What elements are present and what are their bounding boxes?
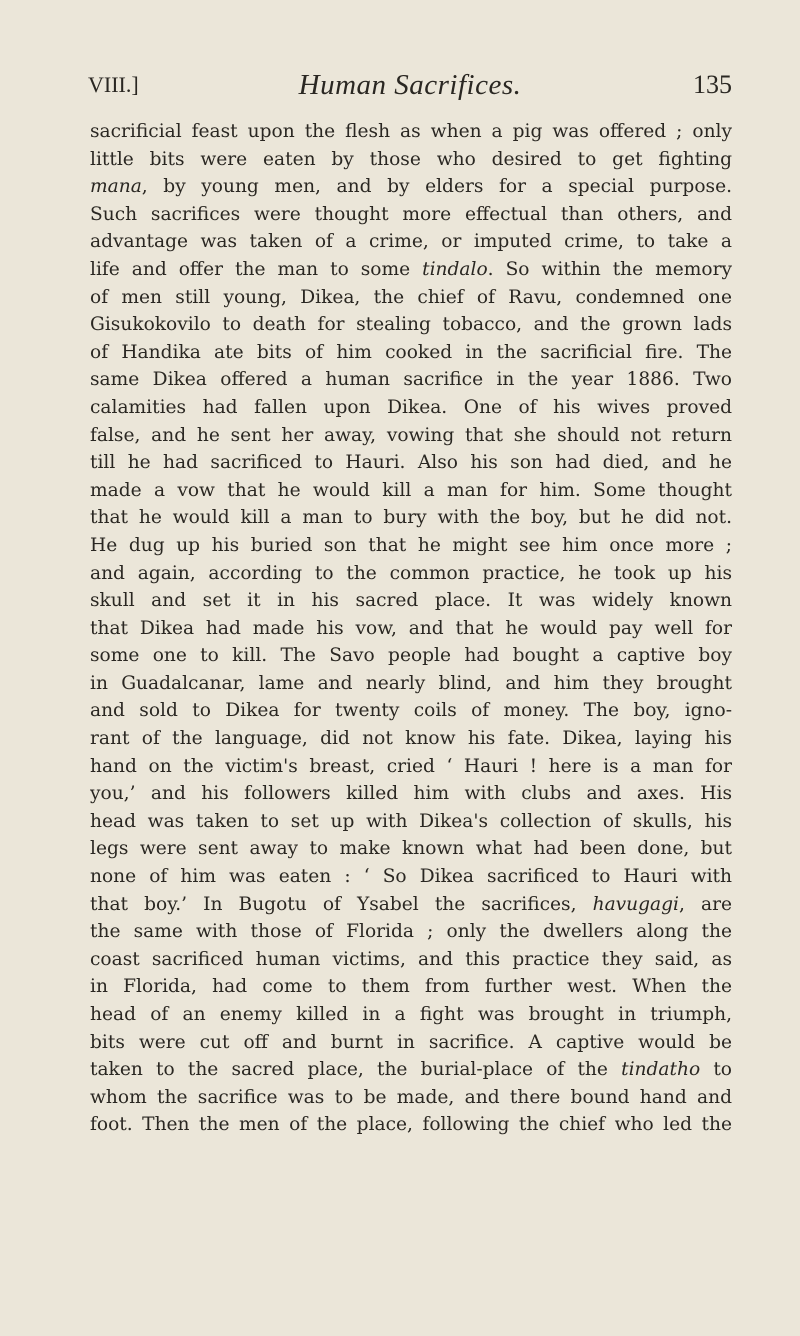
text-segment: whom the sacrifice was to be made, and there bound hand and — [90, 1086, 732, 1108]
italic-term: tindalo — [422, 258, 488, 280]
text-segment: sacrificial feast upon the flesh as when a pig was offered ; only — [90, 121, 732, 142]
text-line — [90, 946, 732, 974]
text-line — [90, 1111, 732, 1139]
text-line — [90, 780, 732, 808]
text-line — [90, 891, 732, 919]
text-segment: that he would kill a man to bury with the boy, but he did not. — [90, 507, 732, 529]
page-number: 135 — [693, 70, 732, 99]
text-line — [90, 918, 732, 946]
text-line — [90, 560, 732, 588]
text-segment: taken to the sacred place, the burial-place of the — [90, 1059, 622, 1081]
text-segment: that Dikea had made his vow, and that he would pay well for — [90, 617, 732, 639]
text-line — [90, 394, 732, 422]
text-line — [90, 449, 732, 477]
text-line — [90, 366, 732, 394]
text-line — [90, 808, 732, 836]
text-line — [90, 697, 732, 725]
running-title: Human Sacrifices. — [298, 69, 522, 101]
text-line — [90, 753, 732, 781]
text-line — [90, 863, 732, 891]
text-segment: made a vow that he would kill a man for him. Some thought — [90, 479, 732, 501]
text-segment: skull and set it in his sacred place. It was widely known — [90, 590, 732, 612]
text-line — [90, 1084, 732, 1112]
text-segment: till he had sacrificed to Hauri. Also his son had died, and he — [90, 452, 732, 474]
text-line — [90, 284, 732, 312]
text-line — [90, 615, 732, 643]
text-segment: , are — [679, 893, 732, 915]
text-line — [90, 504, 732, 532]
text-line — [90, 1029, 732, 1057]
text-segment: calamities had fallen upon Dikea. One of his wives proved — [90, 396, 732, 418]
body-text — [90, 118, 732, 1139]
text-segment: legs were sent away to make known what had been done, but — [90, 838, 732, 860]
text-line — [90, 1001, 732, 1029]
text-segment: none of him was eaten : ‘ So Dikea sacrificed to Hauri with — [90, 866, 732, 888]
text-line — [90, 477, 732, 505]
text-segment: same Dikea offered a human sacrifice in the year 1886. Two — [90, 369, 732, 391]
text-segment: foot. Then the men of the place, following the chief who led the — [90, 1114, 732, 1136]
text-line — [90, 835, 732, 863]
text-segment: Gisukokovilo to death for stealing tobacco, and the grown lads — [90, 314, 732, 336]
text-segment: hand on the victim's breast, cried ‘ Hauri ! here is a man for — [90, 755, 732, 777]
text-segment: some one to kill. The Savo people had bought a captive boy — [90, 645, 732, 667]
text-segment: of men still young, Dikea, the chief of Ravu, condemned one — [90, 286, 732, 308]
text-segment: advantage was taken of a crime, or imputed crime, to take a — [90, 231, 732, 253]
text-line — [90, 118, 732, 146]
text-line — [90, 1056, 732, 1084]
text-segment: bits were cut off and burnt in sacrifice. A captive would be — [90, 1031, 732, 1053]
text-segment: to — [700, 1059, 732, 1081]
text-segment: the same with those of Florida ; only the dwellers along the — [90, 921, 732, 943]
text-segment: little bits were eaten by those who desired to get fighting — [90, 148, 732, 170]
text-line — [90, 228, 732, 256]
text-segment: in Florida, had come to them from further west. When the — [90, 976, 732, 998]
text-segment: life and offer the man to some — [90, 258, 423, 280]
text-line — [90, 201, 732, 229]
italic-term: havugagi — [592, 893, 679, 915]
text-line — [90, 311, 732, 339]
text-segment: . So within the memory — [487, 258, 732, 280]
italic-term: mana — [90, 176, 142, 198]
text-segment: that boy.’ In Bugotu of Ysabel the sacrifices, — [90, 893, 593, 915]
text-line — [90, 670, 732, 698]
text-line — [90, 973, 732, 1001]
text-line — [90, 256, 732, 284]
text-segment: in Guadalcanar, lame and nearly blind, and him they brought — [90, 672, 732, 694]
text-line — [90, 532, 732, 560]
text-segment: and sold to Dikea for twenty coils of money. The boy, igno- — [90, 700, 732, 722]
text-segment: you,’ and his followers killed him with clubs and axes. His — [90, 783, 732, 805]
text-line — [90, 642, 732, 670]
text-segment: and again, according to the common practice, he took up his — [90, 562, 732, 584]
text-line — [90, 339, 732, 367]
text-line — [90, 146, 732, 174]
text-segment: rant of the language, did not know his fate. Dikea, laying his — [90, 728, 732, 750]
text-segment: coast sacrificed human victims, and this practice they said, as — [90, 948, 732, 970]
chapter-number: VIII.] — [88, 72, 139, 97]
text-segment: He dug up his buried son that he might see him once more ; — [90, 534, 732, 556]
running-head — [88, 68, 732, 102]
text-line — [90, 587, 732, 615]
text-segment: false, and he sent her away, vowing that she should not return — [90, 424, 732, 446]
text-line — [90, 725, 732, 753]
text-segment: head of an enemy killed in a fight was brought in triumph, — [90, 1004, 732, 1025]
text-line — [90, 422, 732, 450]
text-segment: head was taken to set up with Dikea's collection of skulls, his — [90, 810, 732, 832]
text-line — [90, 173, 732, 201]
italic-term: tindatho — [621, 1059, 701, 1081]
text-segment: , by young men, and by elders for a special purpose. — [141, 176, 732, 198]
text-segment: of Handika ate bits of him cooked in the sacrificial fire. The — [90, 341, 732, 363]
text-segment: Such sacrifices were thought more effectual than others, and — [90, 203, 732, 225]
